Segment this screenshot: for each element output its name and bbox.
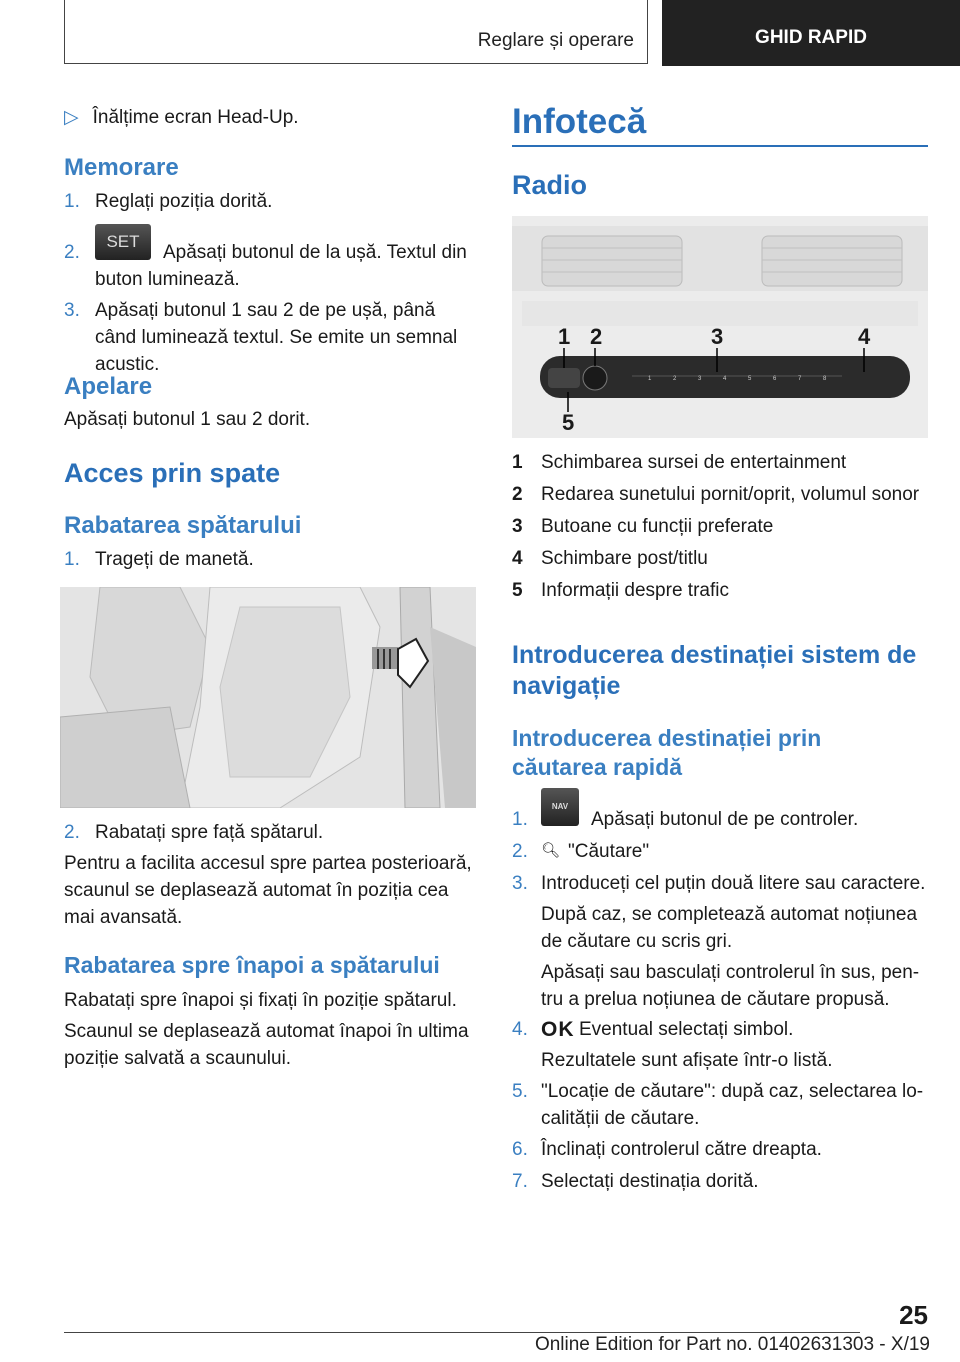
callout-2: 2 bbox=[590, 324, 603, 349]
quick-step-4-note: Rezultatele sunt afișate într-o listă. bbox=[541, 1050, 833, 1071]
item-number: 5 bbox=[512, 580, 523, 601]
step-text: Rabatați spre față spătarul. bbox=[95, 822, 324, 843]
radio-panel-image bbox=[512, 216, 928, 438]
step-text: Apăsați butonul de la ușă. Textul din buton luminează. bbox=[95, 242, 467, 290]
svg-text:3: 3 bbox=[698, 376, 702, 382]
heading-inapoi: Rabatarea spre înapoi a spătarului bbox=[64, 952, 440, 978]
inapoi-para-2: Scaunul se deplasează automat înapoi în ultima poziție salvată a scaunului. bbox=[64, 1021, 469, 1069]
step-text: Apăsați butonul de pe controler. bbox=[591, 809, 859, 830]
heading-apelare: Apelare bbox=[64, 373, 153, 400]
bullet-text: Înălțime ecran Head-Up. bbox=[92, 107, 299, 128]
bullet-item bbox=[64, 104, 299, 131]
svg-text:6: 6 bbox=[773, 376, 777, 382]
inapoi-para-1: Rabatați spre înapoi și fixați în poziție spătarul. bbox=[64, 990, 457, 1011]
step-text: Selectați destinația dorită. bbox=[541, 1171, 759, 1192]
step-text: Introduceți cel puțin două litere sau caractere. bbox=[541, 873, 926, 894]
step-number: 1. bbox=[64, 191, 80, 212]
chapter-tab: GHID RAPID bbox=[662, 0, 960, 66]
quick-step-3-note-2: Apăsați sau basculați controlerul în sus, pen- tru a prelua noțiunea de căutare propusă. bbox=[541, 962, 920, 1010]
bullet-marker: ▷ bbox=[64, 107, 79, 128]
svg-text:8: 8 bbox=[823, 376, 827, 382]
step-number: 3. bbox=[512, 873, 528, 894]
step-number: 5. bbox=[512, 1081, 528, 1102]
rabatarea-paragraph: Pentru a facilita accesul spre partea posterioară, scaunul se deplasează automat în poziția cea mai avansată. bbox=[64, 853, 472, 928]
page-number: 25 bbox=[899, 1300, 928, 1330]
seat-lever-image bbox=[60, 587, 476, 808]
step-text: Apăsați butonul 1 sau 2 de pe ușă, până când luminează textul. Se emite un semnal acustic. bbox=[95, 300, 458, 375]
heading-rule bbox=[512, 145, 928, 147]
item-text: Butoane cu funcții preferate bbox=[541, 516, 774, 537]
step-number: 2. bbox=[64, 822, 80, 843]
heading-rabatarea: Rabatarea spătarului bbox=[64, 512, 302, 539]
item-number: 4 bbox=[512, 548, 523, 569]
callout-1: 1 bbox=[558, 324, 571, 349]
heading-radio: Radio bbox=[512, 170, 588, 200]
item-text: Redarea sunetului pornit/oprit, volumul sonor bbox=[541, 484, 920, 505]
step-number: 6. bbox=[512, 1139, 528, 1160]
section-title: Reglare și operare bbox=[477, 30, 634, 51]
svg-text:5: 5 bbox=[748, 376, 752, 382]
step-number: 2. bbox=[64, 242, 80, 263]
search-icon: 🔍︎ bbox=[541, 842, 561, 859]
heading-acces-prin-spate: Acces prin spate bbox=[64, 458, 281, 488]
apelare-text: Apăsați butonul 1 sau 2 dorit. bbox=[64, 409, 311, 430]
quick-step-3-note-1: După caz, se completează automat noțiunea de căutare cu scris gri. bbox=[541, 904, 918, 952]
footer-rule bbox=[64, 1332, 860, 1333]
callout-4: 4 bbox=[858, 324, 871, 349]
item-number: 3 bbox=[512, 516, 523, 537]
heading-quick-search: Introducerea destinației prin căutarea rapidă bbox=[512, 725, 822, 780]
callout-3: 3 bbox=[711, 324, 724, 349]
step-number: 1. bbox=[64, 549, 80, 570]
step-text: Reglați poziția dorită. bbox=[95, 191, 273, 212]
step-text: Înclinați controlerul către dreapta. bbox=[541, 1139, 822, 1160]
item-number: 2 bbox=[512, 484, 523, 505]
svg-text:1: 1 bbox=[648, 376, 652, 382]
set-button-icon: SET bbox=[95, 224, 151, 260]
item-text: Informații despre trafic bbox=[541, 580, 729, 601]
nav-button-icon: NAV bbox=[541, 788, 579, 826]
item-text: Schimbarea sursei de entertainment bbox=[541, 452, 847, 473]
heading-infoteca: Infotecă bbox=[512, 102, 647, 141]
page-header bbox=[64, 0, 960, 66]
step-number: 3. bbox=[64, 300, 80, 321]
step-number: 7. bbox=[512, 1171, 528, 1192]
step-number: 4. bbox=[512, 1019, 528, 1040]
ok-icon: OK bbox=[541, 1018, 575, 1041]
svg-text:2: 2 bbox=[673, 376, 677, 382]
step-text: "Căutare" bbox=[568, 841, 650, 862]
step-number: 1. bbox=[512, 809, 528, 830]
step-text: Trageți de manetă. bbox=[95, 549, 254, 570]
step-text: "Locație de căutare": după caz, selectarea lo- calității de căutare. bbox=[541, 1081, 924, 1129]
svg-text:4: 4 bbox=[723, 376, 727, 382]
svg-text:7: 7 bbox=[798, 376, 802, 382]
step-text: Eventual selectați simbol. bbox=[579, 1019, 794, 1040]
item-text: Schimbare post/titlu bbox=[541, 548, 708, 569]
heading-memorare: Memorare bbox=[64, 154, 179, 181]
footer-edition: Online Edition for Part no. 01402631303 - X/19 bbox=[534, 1334, 930, 1355]
item-number: 1 bbox=[512, 452, 523, 473]
heading-nav: Introducerea destinației sistem de navigație bbox=[512, 641, 917, 700]
step-number: 2. bbox=[512, 841, 528, 862]
callout-5: 5 bbox=[562, 410, 575, 435]
